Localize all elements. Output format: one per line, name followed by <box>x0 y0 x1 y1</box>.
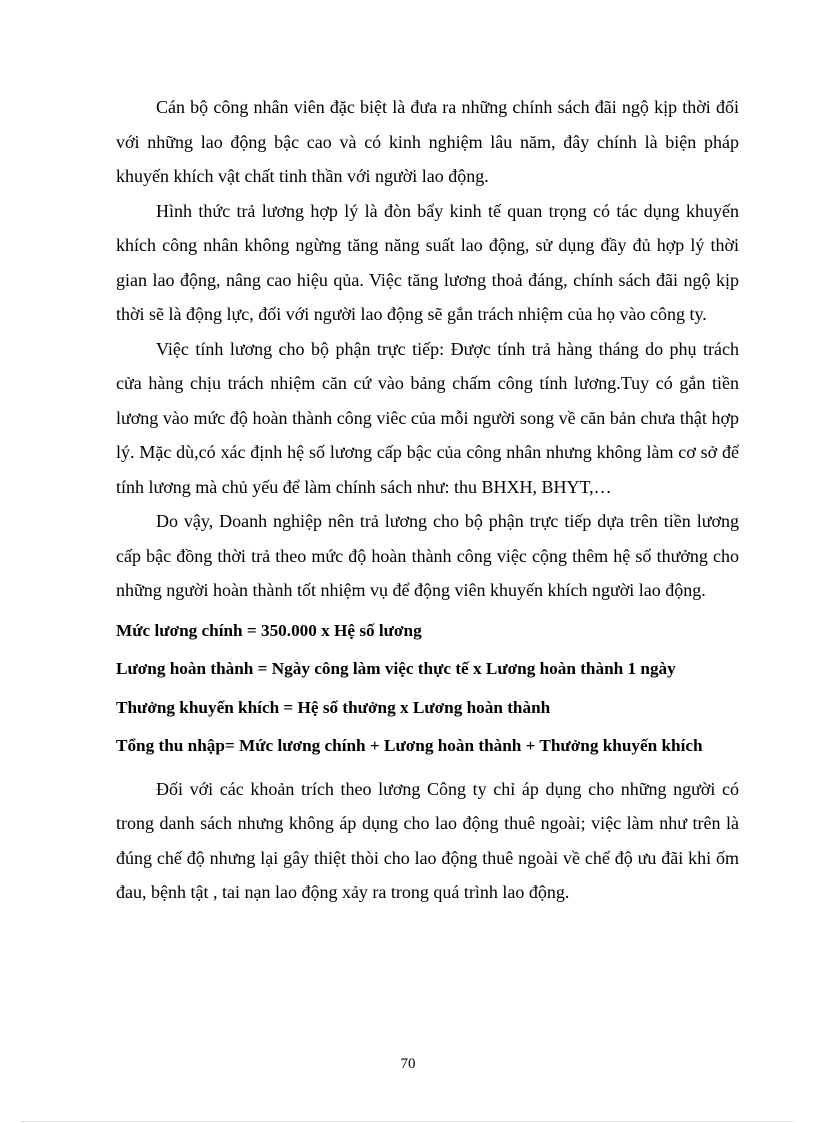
paragraph-staff-policy: Cán bộ công nhân viên đặc biệt là đưa ra những chính sách đãi ngộ kịp thời đối với những lao động bậc cao và có kinh nghiệm lâu năm, đây chính là biện pháp khuyến khích vật chất tinh thần với người lao động. <box>116 97 739 186</box>
formula-completion-salary: Lương hoàn thành = Ngày công làm việc thực tế x Lương hoàn thành 1 ngày <box>116 659 676 678</box>
page-number: 70 <box>400 1056 416 1072</box>
paragraph-deductions: Đối với các khoản trích theo lương Công ty chỉ áp dụng cho những người có trong danh sách nhưng không áp dụng cho lao động thuê ngoài; việc làm như trên là đúng chế độ nhưng lại gây thiệt thòi cho lao động thuê ngoài về chế độ ưu đãi khi ốm đau, bệnh tật , tai nạn lao động xảy ra trong quá trình lao động. <box>116 778 739 902</box>
formula-list <box>116 612 739 766</box>
paragraph-direct-wage: Việc tính lương cho bộ phận trực tiếp: Được tính trả hàng tháng do phụ trách cửa hàng chịu trách nhiệm căn cứ vào bảng chấm công tính lương.Tuy có gắn tiền lương vào mức độ hoàn thành công viêc của mỗi người song về căn bản chưa thật hợp lý. Mặc dù,có xác định hệ số lương cấp bậc của công nhân nhưng không làm cơ sở để tính lương mà chủ yếu để làm chính sách như: thu BHXH, BHYT,… <box>116 338 739 497</box>
paragraph-wage-form: Hình thức trả lương hợp lý là đòn bẩy kinh tế quan trọng có tác dụng khuyến khích công nhân không ngừng tăng năng suất lao động, sử dụng đầy đủ hợp lý thời gian lao động, nâng cao hiệu qủa. Việc tăng lương thoả đáng, chính sách đãi ngộ kịp thời sẽ là động lực, đối với người lao động sẽ gắn trách nhiệm của họ vào công ty. <box>116 200 739 324</box>
paragraph-recommendation: Do vậy, Doanh nghiệp nên trả lương cho bộ phận trực tiếp dựa trên tiền lương cấp bậc đồng thời trả theo mức độ hoàn thành công việc cộng thêm hệ số thưởng cho những người hoàn thành tốt nhiệm vụ để động viên khuyến khích người lao động. <box>116 511 739 600</box>
formula-total-income: Tổng thu nhập= Mức lương chính + Lương hoàn thành + Thưởng khuyến khích <box>116 736 703 755</box>
footer-divider <box>22 1121 794 1122</box>
formula-main-salary: Mức lương chính = 350.000 x Hệ số lương <box>116 620 422 640</box>
document-page <box>116 90 739 910</box>
formula-incentive-bonus: Thưởng khuyến khích = Hệ số thưởng x Lương hoàn thành <box>116 697 551 717</box>
